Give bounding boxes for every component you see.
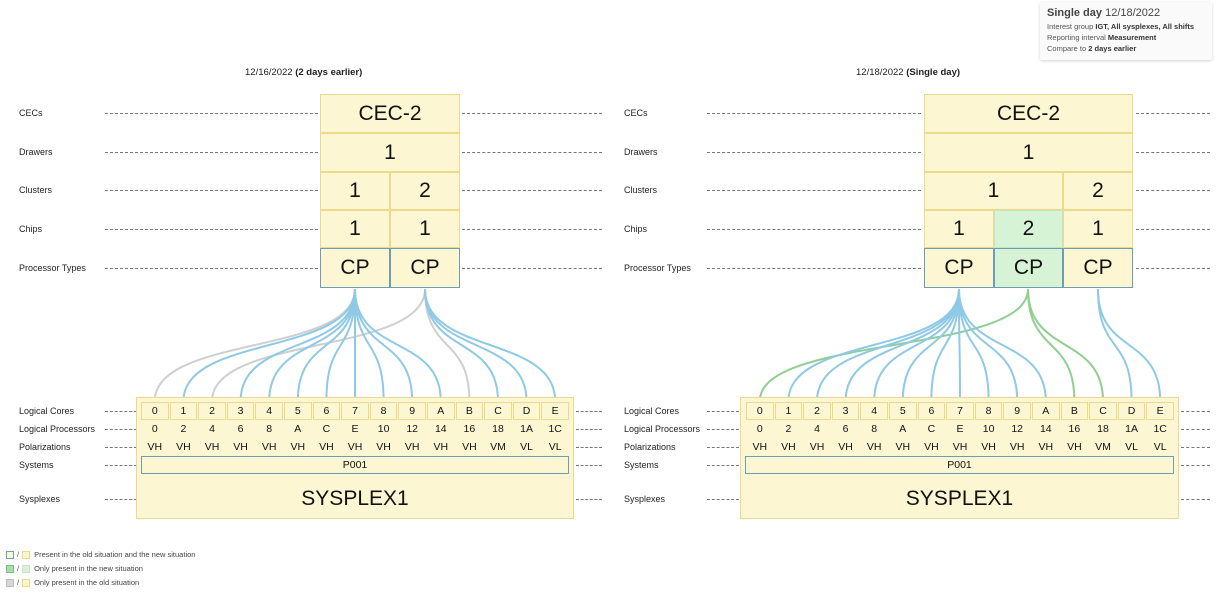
logical-processor-cell: 1C [548,423,562,435]
row-label-systems: Systems [19,460,54,470]
polarization-cell: VH [1067,441,1082,453]
core-connection-line [355,289,384,401]
row-label-drawers: Drawers [624,147,658,157]
polarization-cell: VH [204,441,220,453]
compare-value: 2 days earlier [1088,44,1137,53]
processor-type-node[interactable]: CP [390,248,460,288]
row-label-polarizations: Polarizations [19,442,71,452]
logical-core-cell[interactable]: D [513,402,541,420]
logical-core-cell[interactable]: D [1118,402,1146,420]
polarization-cell: VH [261,441,277,453]
row-label-chips: Chips [624,224,648,234]
legend-text: Present in the old situation and the new situation [34,550,196,559]
logical-processor-cell: 0 [151,423,158,435]
polarization-cell: VH [952,441,968,453]
logical-core-cell[interactable]: 3 [227,402,255,420]
logical-core-cell[interactable]: 1 [775,402,803,420]
logical-core-cell[interactable]: B [1061,402,1089,420]
row-label-processor-types: Processor Types [624,263,691,273]
logical-core-cell[interactable]: E [1146,402,1174,420]
processor-type-node[interactable]: CP [1063,248,1133,288]
row-label-logical-processors: Logical Processors [19,424,96,434]
chip-node[interactable]: 1 [1063,210,1133,248]
compare-label: Compare to [1047,44,1087,53]
cec-node[interactable]: CEC-2 [924,94,1133,133]
legend-swatch-border [6,579,14,587]
logical-processor-cell: C [927,423,936,435]
cluster-node[interactable]: 2 [390,172,460,210]
core-connection-line [846,289,959,401]
report-date: 12/18/2022 [1105,7,1161,19]
logical-processor-cell: E [351,423,359,435]
logical-core-cell[interactable]: 9 [1003,402,1031,420]
polarization-cell: VH [752,441,768,453]
cec-node[interactable]: CEC-2 [320,94,460,133]
polarization-cell: VH [347,441,363,453]
row-label-chips: Chips [19,224,43,234]
legend-swatch-border [6,551,14,559]
row-label-drawers: Drawers [19,147,53,157]
polarization-cell: VH [319,441,334,453]
polarization-cell: VL [548,441,562,453]
sysplex-label[interactable]: SYSPLEX1 [301,487,409,510]
logical-processor-cell: 16 [1068,423,1081,435]
polarization-cell: VH [462,441,477,453]
logical-processor-cell: 0 [756,423,763,435]
row-label-logical-processors: Logical Processors [624,424,701,434]
logical-processor-cell: 10 [377,423,390,435]
logical-core-cell[interactable]: 3 [832,402,860,420]
legend-swatch-fill [22,579,30,587]
chip-node[interactable]: 1 [390,210,460,248]
logical-core-cell[interactable]: 2 [198,402,226,420]
legend-swatch-fill [22,551,30,559]
logical-core-cell[interactable]: C [1089,402,1117,420]
drawer-node[interactable]: 1 [320,133,460,172]
polarization-cell: VH [176,441,191,453]
logical-core-cell[interactable]: E [541,402,569,420]
core-connection-line [1098,289,1132,401]
core-connection-line [425,289,555,401]
logical-core-cell[interactable]: 7 [946,402,974,420]
polarization-cell: VL [1125,441,1139,453]
report-mode: Single day [1047,7,1103,19]
drawer-node[interactable]: 1 [924,133,1133,172]
legend-item [6,550,195,559]
logical-processor-cell: 8 [266,423,273,435]
processor-type-node[interactable]: CP [320,248,390,288]
logical-core-cell[interactable]: 6 [918,402,946,420]
legend-item [6,578,139,587]
logical-core-cell[interactable]: 9 [398,402,426,420]
logical-core-cell[interactable]: 0 [141,402,169,420]
row-label-cecs: CECs [624,108,648,118]
sysplex-label[interactable]: SYSPLEX1 [905,487,1014,510]
polarization-cell: VM [1095,441,1111,453]
logical-processor-cell: 4 [814,423,820,435]
logical-core-cell[interactable]: 2 [803,402,831,420]
row-label-clusters: Clusters [19,185,53,195]
logical-processor-cell: E [956,423,964,435]
logical-core-cell[interactable]: A [1032,402,1060,420]
logical-processor-cell: A [294,423,302,435]
logical-processor-cell: C [322,423,331,435]
interval-label: Reporting interval [1047,33,1106,42]
cluster-node[interactable]: 1 [320,172,390,210]
core-connection-line [788,289,959,401]
polarization-cell: VH [781,441,796,453]
logical-core-cell[interactable]: 4 [255,402,283,420]
legend-sep: / [17,550,20,559]
logical-processor-cell: 18 [492,423,504,435]
polarization-cell: VH [895,441,911,453]
interest-label: Interest group [1047,22,1094,31]
polarization-cell: VH [866,441,882,453]
cluster-node[interactable]: 1 [924,172,1063,210]
core-connection-line [1098,289,1160,401]
system-node[interactable]: P001 [141,456,569,474]
polarization-cell: VH [924,441,939,453]
polarization-cell: VH [376,441,391,453]
logical-core-cell[interactable]: 7 [341,402,369,420]
logical-core-cell[interactable]: 5 [889,402,917,420]
right-panel-qualifier: (Single day) [906,67,961,78]
legend-sep: / [17,578,20,587]
legend-text: Only present in the old situation [34,578,140,587]
core-connection-line [817,289,959,401]
logical-processor-cell: 8 [871,423,878,435]
core-connection-line [959,289,989,401]
logical-processor-cell: 16 [463,423,476,435]
logical-processor-cell: 1A [520,423,534,435]
row-label-polarizations: Polarizations [624,442,676,452]
polarization-cell: VH [1009,441,1025,453]
row-label-processor-types: Processor Types [19,263,86,273]
polarization-cell: VH [838,441,853,453]
legend-swatch-border [6,565,14,573]
cluster-node[interactable]: 2 [1063,172,1133,210]
row-label-logical-cores: Logical Cores [19,406,75,416]
polarization-cell: VH [981,441,996,453]
logical-processor-cell: 18 [1097,423,1109,435]
legend-swatch-fill [22,565,30,573]
row-label-systems: Systems [624,460,659,470]
core-connection-line [1028,289,1103,401]
core-connection-line [183,289,355,401]
logical-core-cell[interactable]: B [456,402,484,420]
processor-type-node-new[interactable]: CP [994,248,1063,288]
core-connection-line [1028,289,1074,401]
logical-processor-cell: A [899,423,907,435]
polarization-cell: VH [147,441,163,453]
logical-core-cell[interactable]: 0 [746,402,774,420]
logical-processor-cell: 6 [842,423,849,435]
core-connection-line [959,289,1046,401]
logical-core-cell[interactable]: C [484,402,512,420]
logical-processor-cell: 14 [434,423,447,435]
polarization-cell: VM [490,441,506,453]
polarization-cell: VH [809,441,825,453]
logical-processor-cell: 14 [1039,423,1052,435]
core-connection-line [903,289,959,401]
logical-processor-cell: 2 [785,423,792,435]
chip-node[interactable]: 1 [924,210,994,248]
core-connection-line [425,289,527,401]
polarization-cell: VH [404,441,420,453]
logical-core-cell[interactable]: 8 [975,402,1003,420]
polarization-cell: VH [233,441,248,453]
polarization-cell: VL [520,441,534,453]
logical-processor-cell: 1C [1153,423,1167,435]
interval-value: Measurement [1107,33,1157,42]
logical-processor-cell: 12 [406,423,419,435]
row-label-logical-cores: Logical Cores [624,406,680,416]
chip-node[interactable]: 1 [320,210,390,248]
chip-node-new[interactable]: 2 [994,210,1063,248]
logical-processor-cell: 6 [237,423,244,435]
right-panel-date: 12/18/2022 [856,67,904,78]
row-label-cecs: CECs [19,108,43,118]
polarization-cell: VH [290,441,306,453]
left-panel-qualifier: (2 days earlier) [295,67,363,78]
row-label-sysplexes: Sysplexes [624,494,666,504]
logical-core-cell[interactable]: 4 [860,402,888,420]
logical-core-cell[interactable]: 1 [170,402,198,420]
logical-processor-cell: 1A [1125,423,1139,435]
core-connection-line [269,289,355,401]
core-connection-line [425,289,498,401]
row-label-clusters: Clusters [624,185,658,195]
logical-processor-cell: 4 [209,423,215,435]
legend-text: Only present in the new situation [34,564,143,573]
logical-core-cell[interactable]: 8 [370,402,398,420]
polarization-cell: VH [433,441,449,453]
logical-processor-cell: 2 [180,423,187,435]
row-label-sysplexes: Sysplexes [19,494,61,504]
logical-processor-cell: 12 [1011,423,1024,435]
interest-value: IGT, All sysplexes, All shifts [1095,22,1195,31]
legend-item [6,564,143,573]
legend-sep: / [17,564,20,573]
polarization-cell: VH [1038,441,1054,453]
left-panel-date: 12/16/2022 [245,67,293,78]
logical-core-cell[interactable]: A [427,402,455,420]
logical-core-cell[interactable]: 5 [284,402,312,420]
processor-type-node[interactable]: CP [924,248,994,288]
polarization-cell: VL [1153,441,1167,453]
logical-processor-cell: 10 [982,423,995,435]
logical-core-cell[interactable]: 6 [313,402,341,420]
system-node[interactable]: P001 [745,456,1174,474]
